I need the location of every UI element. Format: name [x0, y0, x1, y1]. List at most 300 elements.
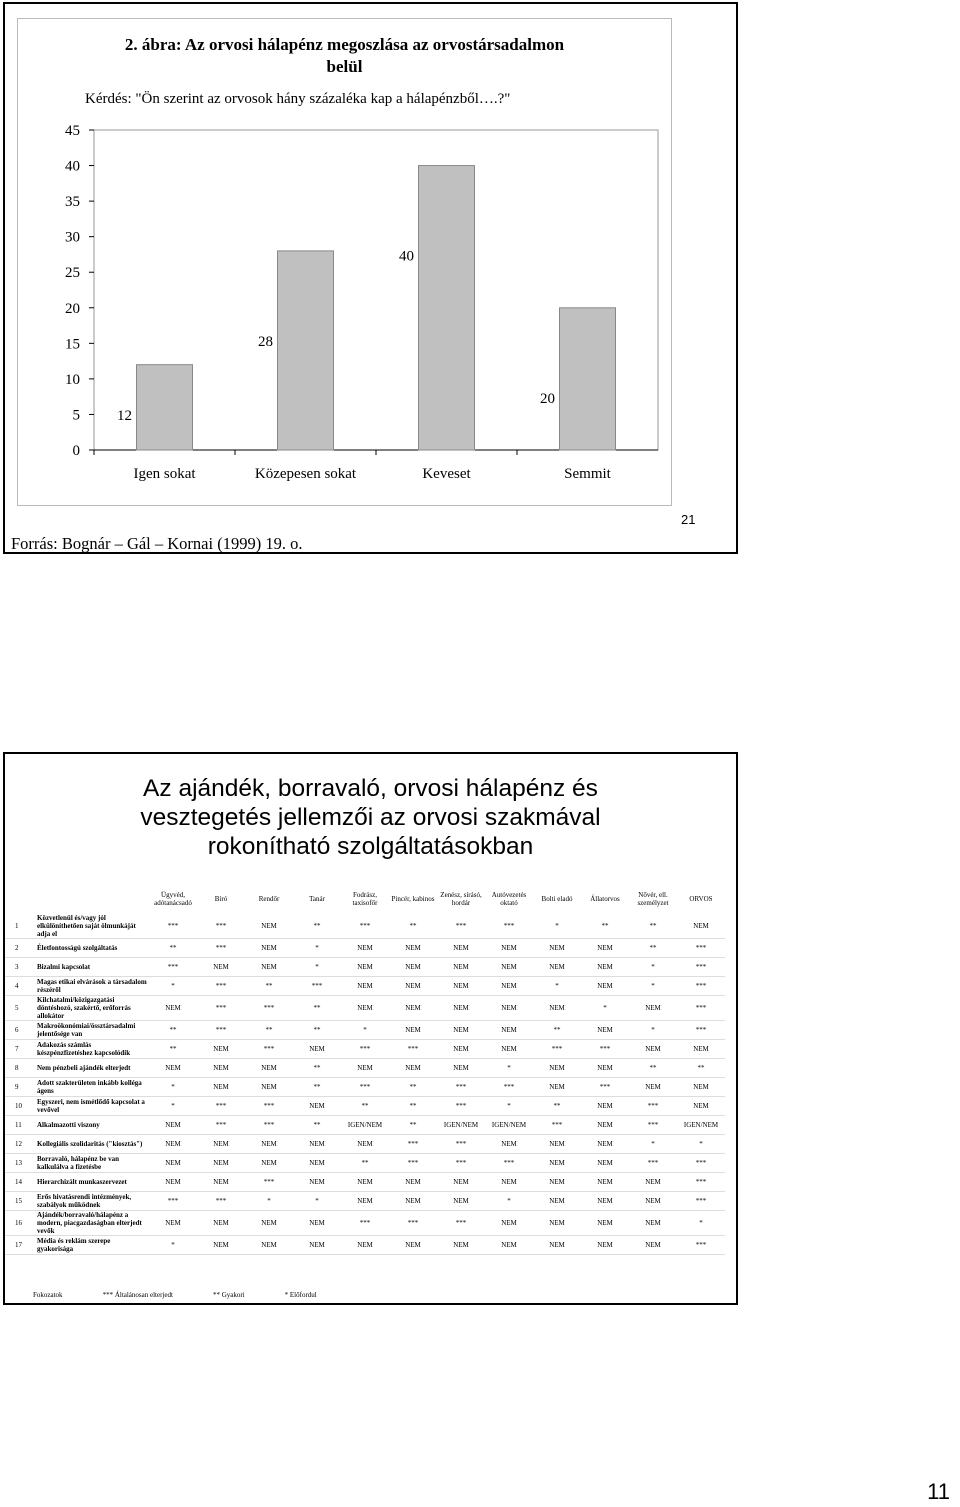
table-cell: NEM: [485, 1135, 533, 1154]
table-cell: **: [629, 914, 677, 939]
table-cell: ***: [677, 1192, 725, 1211]
table-cell: NEM: [197, 1059, 245, 1078]
table-cell: NEM: [629, 1078, 677, 1097]
table-cell: NEM: [341, 1236, 389, 1255]
table-cell: NEM: [533, 958, 581, 977]
table-cell: **: [245, 977, 293, 996]
table-cell: NEM: [245, 1154, 293, 1173]
table-cell: NEM: [389, 1236, 437, 1255]
row-label: Magas etikai elvárások a társadalom részéről: [35, 977, 149, 996]
table-cell: NEM: [149, 1135, 197, 1154]
table-cell: NEM: [677, 914, 725, 939]
table-row: [5, 1078, 725, 1097]
table-cell: *: [533, 977, 581, 996]
table-cell: NEM: [197, 1173, 245, 1192]
row-label: Közvetlenül és/vagy jól elkülöníthetően saját ölmunkáját adja el: [35, 914, 149, 939]
table-cell: ***: [389, 1211, 437, 1236]
table-cell: NEM: [533, 1211, 581, 1236]
table-cell: NEM: [533, 1173, 581, 1192]
row-label: Adakozás számlás készpénzfizetéshez kapcsolódik: [35, 1040, 149, 1059]
row-number: 7: [5, 1040, 35, 1059]
table-cell: NEM: [533, 1135, 581, 1154]
chart-frame: [17, 18, 672, 506]
row-number: 11: [5, 1116, 35, 1135]
table-cell: *: [245, 1192, 293, 1211]
y-tick-label: 10: [65, 371, 80, 388]
table-cell: **: [341, 1097, 389, 1116]
table-cell: NEM: [485, 958, 533, 977]
table-cell: NEM: [437, 1192, 485, 1211]
table-cell: ***: [437, 914, 485, 939]
table-cell: NEM: [581, 1097, 629, 1116]
table-cell: *: [293, 958, 341, 977]
table-cell: NEM: [341, 958, 389, 977]
table-cell: NEM: [341, 996, 389, 1021]
table-cell: **: [533, 1021, 581, 1040]
table-cell: NEM: [581, 958, 629, 977]
column-header: Pincér, kabinos: [391, 895, 435, 903]
table-cell: NEM: [437, 996, 485, 1021]
table-cell: IGEN/NEM: [437, 1116, 485, 1135]
table-cell: NEM: [245, 958, 293, 977]
table-cell: NEM: [485, 977, 533, 996]
table-cell: **: [677, 1059, 725, 1078]
table-cell: NEM: [293, 1173, 341, 1192]
table-cell: *: [149, 1097, 197, 1116]
y-tick-label: 20: [65, 300, 80, 317]
slide-title-line3: rokonítható szolgáltatásokban: [207, 833, 534, 860]
table-cell: ***: [437, 1135, 485, 1154]
y-tick-label: 15: [65, 336, 80, 353]
table-cell: NEM: [389, 1059, 437, 1078]
category-label: Igen sokat: [133, 466, 196, 482]
table-cell: *: [629, 958, 677, 977]
table-cell: NEM: [581, 1173, 629, 1192]
table-cell: ***: [149, 914, 197, 939]
table-cell: ***: [197, 996, 245, 1021]
table-cell: ***: [629, 1116, 677, 1135]
table-cell: NEM: [149, 1116, 197, 1135]
table-cell: NEM: [581, 1135, 629, 1154]
table-cell: ***: [341, 1078, 389, 1097]
table-cell: **: [389, 1097, 437, 1116]
table-cell: NEM: [197, 1135, 245, 1154]
table-cell: NEM: [485, 1040, 533, 1059]
table-cell: IGEN/NEM: [341, 1116, 389, 1135]
table-cell: NEM: [629, 1040, 677, 1059]
table-cell: NEM: [629, 1173, 677, 1192]
table-cell: NEM: [581, 1236, 629, 1255]
table-row: [5, 1192, 725, 1211]
table-cell: ***: [197, 1192, 245, 1211]
table-cell: *: [149, 1236, 197, 1255]
table-cell: ***: [533, 1116, 581, 1135]
table-cell: **: [245, 1021, 293, 1040]
table-cell: **: [149, 939, 197, 958]
table-cell: ***: [485, 1078, 533, 1097]
table-cell: NEM: [245, 1211, 293, 1236]
row-number: 1: [5, 914, 35, 939]
table-cell: NEM: [341, 1173, 389, 1192]
table-cell: ***: [629, 1154, 677, 1173]
slide-table: [3, 752, 738, 1305]
table-cell: NEM: [245, 1059, 293, 1078]
table-cell: NEM: [677, 1097, 725, 1116]
table-cell: NEM: [149, 1059, 197, 1078]
row-label: Kilchatalmi/közigazgatási döntéshozó, szakértő, erőforrás allokátor: [35, 996, 149, 1021]
table-cell: ***: [629, 1097, 677, 1116]
table-cell: ***: [437, 1211, 485, 1236]
slide-title: [5, 774, 736, 861]
table-cell: ***: [437, 1078, 485, 1097]
table-cell: NEM: [197, 1211, 245, 1236]
table-cell: ***: [245, 1040, 293, 1059]
table-cell: *: [341, 1021, 389, 1040]
table-cell: ***: [677, 1154, 725, 1173]
table-row: [5, 1135, 725, 1154]
table-cell: NEM: [389, 1173, 437, 1192]
table-cell: ***: [245, 1173, 293, 1192]
row-label: Kollegiális szolidaritás ("kiosztás"): [35, 1135, 149, 1154]
row-label: Média és reklám szerepe gyakorisága: [35, 1236, 149, 1255]
table-cell: ***: [485, 914, 533, 939]
table-cell: IGEN/NEM: [485, 1116, 533, 1135]
slide-title-line2: vesztegetés jellemzői az orvosi szakmával: [140, 804, 601, 831]
row-label: Alkalmazotti viszony: [35, 1116, 149, 1135]
data-label: 28: [258, 333, 273, 350]
table-cell: ***: [485, 1154, 533, 1173]
table-cell: **: [533, 1097, 581, 1116]
table-cell: *: [149, 1078, 197, 1097]
table-cell: *: [149, 977, 197, 996]
table-cell: NEM: [389, 958, 437, 977]
table-legend: [33, 1291, 317, 1299]
table-cell: ***: [677, 958, 725, 977]
table-cell: ***: [677, 939, 725, 958]
table-row: [5, 1173, 725, 1192]
table-cell: ***: [437, 1154, 485, 1173]
table-cell: NEM: [293, 1236, 341, 1255]
table-cell: ***: [245, 1116, 293, 1135]
table-cell: NEM: [341, 1059, 389, 1078]
table-row: [5, 1040, 725, 1059]
row-number: 13: [5, 1154, 35, 1173]
row-label: Nem pénzbeli ajándék elterjedt: [35, 1059, 149, 1078]
bar-chart: [18, 19, 671, 505]
y-tick-label: 0: [72, 443, 80, 459]
table-cell: NEM: [197, 1040, 245, 1059]
table-cell: NEM: [437, 939, 485, 958]
table-cell: NEM: [533, 1059, 581, 1078]
table-cell: NEM: [245, 1236, 293, 1255]
table-cell: ***: [389, 1154, 437, 1173]
table-cell: NEM: [533, 939, 581, 958]
legend-item: * Előfordul: [284, 1291, 317, 1299]
table-cell: **: [293, 1078, 341, 1097]
table-cell: NEM: [293, 1135, 341, 1154]
row-number: 10: [5, 1097, 35, 1116]
row-number: 14: [5, 1173, 35, 1192]
table-cell: NEM: [437, 1173, 485, 1192]
table-cell: NEM: [533, 1192, 581, 1211]
table-cell: *: [581, 996, 629, 1021]
y-tick-label: 40: [65, 158, 80, 175]
table-cell: ***: [677, 1236, 725, 1255]
table-cell: NEM: [149, 996, 197, 1021]
source-note: Forrás: Bognár – Gál – Kornai (1999) 19. o.: [11, 534, 303, 553]
table-cell: NEM: [581, 1192, 629, 1211]
table-row: [5, 1154, 725, 1173]
column-header: Fodrász, taxisofőr: [352, 891, 378, 907]
row-number: 2: [5, 939, 35, 958]
table-cell: ***: [197, 1116, 245, 1135]
row-number: 8: [5, 1059, 35, 1078]
row-number: 15: [5, 1192, 35, 1211]
table-cell: NEM: [485, 1236, 533, 1255]
table-cell: *: [629, 977, 677, 996]
table-cell: NEM: [437, 1059, 485, 1078]
table-row: [5, 1236, 725, 1255]
legend-item: ** Gyakori: [212, 1291, 245, 1299]
table-row: [5, 958, 725, 977]
table-cell: ***: [533, 1040, 581, 1059]
table-cell: NEM: [533, 1236, 581, 1255]
table-row: [5, 939, 725, 958]
table-cell: NEM: [581, 1154, 629, 1173]
category-label: Keveset: [422, 466, 471, 482]
table-cell: NEM: [437, 977, 485, 996]
row-number: 9: [5, 1078, 35, 1097]
table-cell: *: [533, 914, 581, 939]
table-cell: NEM: [389, 1192, 437, 1211]
y-tick-label: 30: [65, 229, 80, 246]
table-cell: NEM: [341, 977, 389, 996]
table-cell: ***: [341, 1040, 389, 1059]
table-cell: NEM: [389, 939, 437, 958]
table-cell: **: [629, 939, 677, 958]
table-row: [5, 914, 725, 939]
table-cell: NEM: [581, 1116, 629, 1135]
table-cell: ***: [197, 914, 245, 939]
table-cell: **: [293, 996, 341, 1021]
table-cell: NEM: [677, 1040, 725, 1059]
row-label: Egyszeri, nem ismétlődő kapcsolat a vevővel: [35, 1097, 149, 1116]
row-label: Bizalmi kapcsolat: [35, 958, 149, 977]
table-cell: *: [677, 1211, 725, 1236]
table-cell: ***: [677, 977, 725, 996]
column-header: Zenész, sírásó, hordár: [440, 891, 482, 907]
table-cell: ***: [197, 977, 245, 996]
slide-21: [3, 2, 738, 554]
y-tick-label: 25: [65, 265, 80, 282]
table-cell: NEM: [437, 958, 485, 977]
chart-title-line1: 2. ábra: Az orvosi hálapénz megoszlása az orvostársadalmon: [124, 35, 565, 54]
table-cell: ***: [581, 1040, 629, 1059]
table-cell: ***: [677, 1021, 725, 1040]
y-tick-label: 5: [72, 407, 80, 424]
table-cell: ***: [581, 1078, 629, 1097]
table-cell: ***: [677, 1173, 725, 1192]
chart-title-line2: belül: [326, 57, 363, 76]
table-cell: ***: [293, 977, 341, 996]
table-cell: **: [293, 1021, 341, 1040]
row-number: 3: [5, 958, 35, 977]
table-cell: NEM: [245, 939, 293, 958]
legend-item: *** Általánosan elterjedt: [102, 1291, 173, 1299]
row-label: Adott szakterületen inkább kolléga ágens: [35, 1078, 149, 1097]
table-cell: NEM: [533, 1078, 581, 1097]
table-cell: NEM: [485, 996, 533, 1021]
table-cell: ***: [341, 1211, 389, 1236]
table-cell: NEM: [629, 996, 677, 1021]
table-cell: ***: [341, 914, 389, 939]
chart-question: Kérdés: "Ön szerint az orvosok hány százaléka kap a hálapénzből….?": [85, 91, 511, 107]
column-header: Tanár: [309, 895, 325, 903]
row-label: Erős hivatásrendi intézmények, szabályok működnek: [35, 1192, 149, 1211]
category-label: Közepesen sokat: [254, 466, 357, 482]
row-label: Makroökonómiai/össztársadalmi jelentősége van: [35, 1021, 149, 1040]
table-cell: NEM: [437, 1040, 485, 1059]
table-cell: *: [293, 939, 341, 958]
table-cell: NEM: [485, 1173, 533, 1192]
table-cell: NEM: [149, 1211, 197, 1236]
column-header: Nővér, ell. személyzet: [637, 891, 669, 907]
table-cell: NEM: [293, 1097, 341, 1116]
table-cell: NEM: [629, 1192, 677, 1211]
column-header: Rendőr: [258, 895, 280, 903]
bar: [560, 308, 616, 450]
comparison-table-wrap: [5, 884, 736, 1304]
table-row: [5, 1059, 725, 1078]
row-label: Ajándék/borravaló/hálapénz a modern, piacgazdaságban elterjedt vevők: [35, 1211, 149, 1236]
table-header-row: [5, 884, 725, 914]
table-cell: NEM: [341, 939, 389, 958]
column-header: ORVOS: [689, 895, 713, 903]
table-row: [5, 1211, 725, 1236]
table-cell: **: [149, 1021, 197, 1040]
table-row: [5, 1116, 725, 1135]
data-label: 12: [117, 408, 132, 424]
table-cell: NEM: [389, 996, 437, 1021]
table-cell: *: [629, 1135, 677, 1154]
table-cell: ***: [437, 1097, 485, 1116]
table-cell: NEM: [533, 1154, 581, 1173]
table-cell: *: [293, 1192, 341, 1211]
table-row: [5, 1097, 725, 1116]
table-cell: NEM: [293, 1154, 341, 1173]
table-cell: NEM: [245, 914, 293, 939]
table-row: [5, 996, 725, 1021]
y-tick-label: 45: [65, 123, 80, 139]
page-number: 11: [927, 1479, 950, 1504]
row-label: Borravaló, hálapénz be van kalkulálva a fizetésbe: [35, 1154, 149, 1173]
y-tick-label: 35: [65, 194, 80, 211]
table-cell: NEM: [437, 1236, 485, 1255]
table-cell: NEM: [149, 1154, 197, 1173]
table-cell: IGEN/NEM: [677, 1116, 725, 1135]
table-row: [5, 977, 725, 996]
column-header: Bolti eladó: [541, 895, 573, 903]
bar: [419, 166, 475, 450]
table-cell: NEM: [197, 1078, 245, 1097]
table-cell: **: [293, 1116, 341, 1135]
row-number: 4: [5, 977, 35, 996]
table-cell: NEM: [293, 1211, 341, 1236]
row-number: 17: [5, 1236, 35, 1255]
table-cell: NEM: [485, 1211, 533, 1236]
table-cell: *: [629, 1021, 677, 1040]
table-cell: NEM: [485, 1021, 533, 1040]
table-cell: NEM: [581, 977, 629, 996]
table-cell: NEM: [341, 1135, 389, 1154]
table-cell: **: [293, 1059, 341, 1078]
table-cell: **: [293, 914, 341, 939]
table-cell: NEM: [293, 1040, 341, 1059]
table-cell: NEM: [245, 1078, 293, 1097]
table-cell: *: [485, 1192, 533, 1211]
table-cell: ***: [149, 958, 197, 977]
table-cell: *: [485, 1097, 533, 1116]
table-cell: ***: [677, 996, 725, 1021]
table-cell: NEM: [197, 958, 245, 977]
slide-title-line1: Az ajándék, borravaló, orvosi hálapénz és: [143, 775, 598, 802]
table-cell: **: [389, 1078, 437, 1097]
table-cell: NEM: [245, 1135, 293, 1154]
table-cell: NEM: [341, 1192, 389, 1211]
bar: [278, 251, 334, 450]
table-cell: ***: [389, 1040, 437, 1059]
table-cell: **: [389, 1116, 437, 1135]
category-label: Semmit: [564, 466, 611, 482]
table-cell: *: [677, 1135, 725, 1154]
table-cell: ***: [197, 939, 245, 958]
table-cell: ***: [197, 1097, 245, 1116]
legend-item: Fokozatok: [33, 1291, 63, 1299]
table-cell: ***: [149, 1192, 197, 1211]
comparison-table: [5, 884, 725, 1255]
table-cell: **: [389, 914, 437, 939]
row-number: 16: [5, 1211, 35, 1236]
table-cell: ***: [245, 1097, 293, 1116]
table-cell: **: [629, 1059, 677, 1078]
table-cell: **: [581, 914, 629, 939]
row-label: Életfontosságú szolgáltatás: [35, 939, 149, 958]
table-cell: NEM: [533, 996, 581, 1021]
table-cell: *: [485, 1059, 533, 1078]
column-header: Állatorvos: [590, 895, 620, 903]
table-cell: NEM: [197, 1236, 245, 1255]
table-cell: NEM: [581, 1211, 629, 1236]
row-label: Hierarchizált munkaszervezet: [35, 1173, 149, 1192]
column-header: Autóvezetés oktató: [491, 891, 527, 907]
table-cell: NEM: [629, 1236, 677, 1255]
column-header: Ügyvéd, adótanácsadó: [154, 891, 192, 907]
table-cell: NEM: [485, 939, 533, 958]
table-cell: NEM: [581, 939, 629, 958]
data-label: 40: [399, 248, 414, 265]
table-cell: NEM: [197, 1154, 245, 1173]
row-number: 12: [5, 1135, 35, 1154]
data-label: 20: [540, 390, 555, 407]
table-cell: NEM: [149, 1173, 197, 1192]
slide-number: 21: [681, 512, 696, 527]
table-cell: NEM: [581, 1059, 629, 1078]
column-header: Bíró: [214, 895, 228, 903]
table-row: [5, 1021, 725, 1040]
table-cell: NEM: [389, 1021, 437, 1040]
table-cell: NEM: [629, 1211, 677, 1236]
row-number: 6: [5, 1021, 35, 1040]
